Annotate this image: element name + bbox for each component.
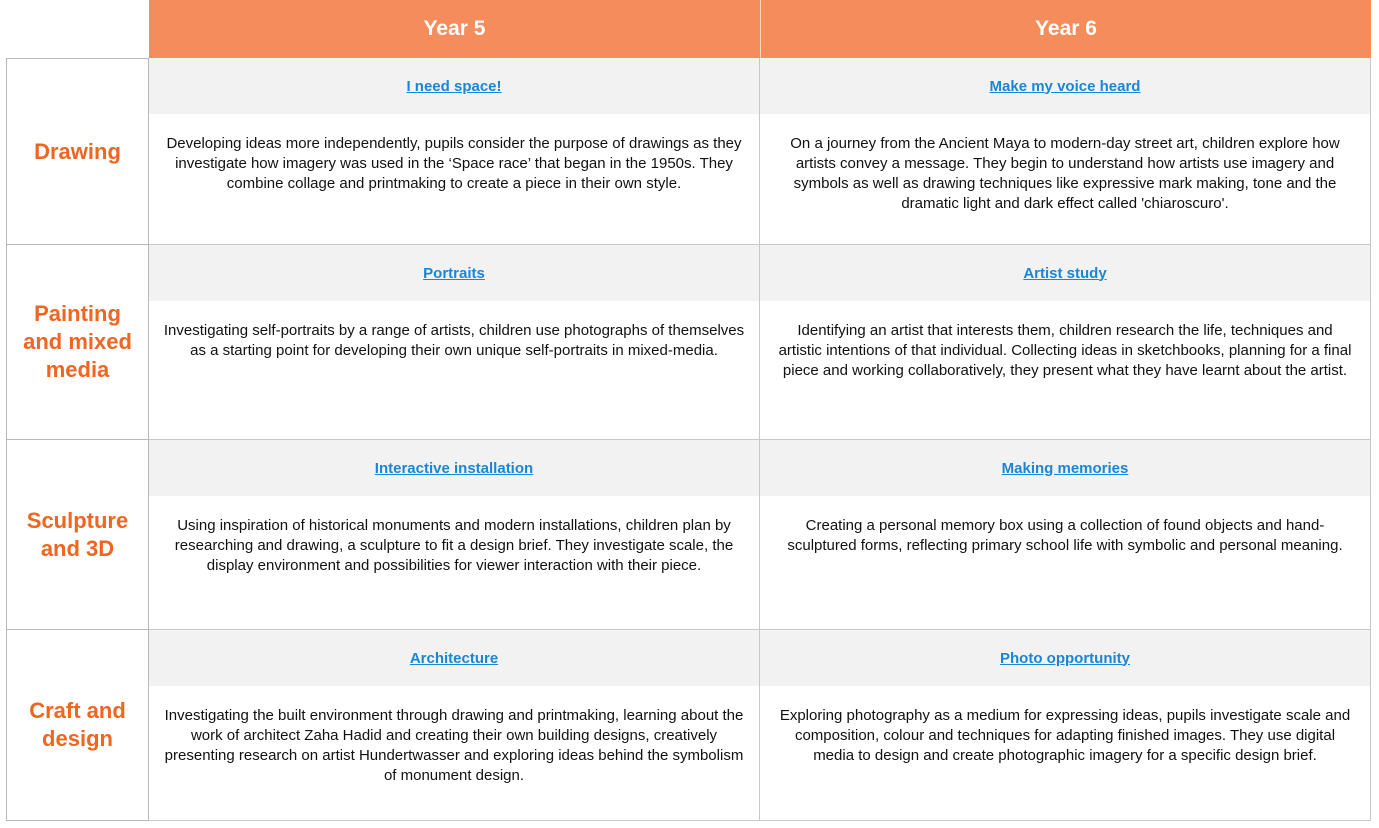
unit-link[interactable]: I need space! xyxy=(406,77,502,95)
curriculum-table xyxy=(6,0,1371,821)
unit-link[interactable]: Photo opportunity xyxy=(1000,649,1130,667)
unit-title-band xyxy=(760,245,1370,301)
unit-cell xyxy=(760,440,1371,630)
unit-cell xyxy=(760,245,1371,440)
unit-link[interactable]: Make my voice heard xyxy=(989,77,1141,95)
unit-title-band xyxy=(149,58,759,114)
subject-craft: Craft and design xyxy=(6,630,149,821)
unit-description: Investigating self-portraits by a range of artists, children use photographs of themselves as a starting point for developing their own unique self-portraits in mixed-media. xyxy=(163,322,745,359)
unit-cell xyxy=(149,630,760,821)
unit-title-band xyxy=(149,245,759,301)
unit-description: On a journey from the Ancient Maya to modern-day street art, children explore how artists convey a message. They begin to understand how artists use imagery and symbols as well as drawing techniques like expressive mark making, tone and the dramatic light and dark effect called 'chiaroscuro'. xyxy=(790,135,1340,212)
unit-link[interactable]: Artist study xyxy=(1023,264,1107,282)
year-5-header: Year 5 xyxy=(149,0,760,58)
unit-link[interactable]: Interactive installation xyxy=(374,459,534,477)
unit-title-band xyxy=(760,630,1370,686)
subject-drawing: Drawing xyxy=(6,58,149,245)
year-6-header: Year 6 xyxy=(760,0,1371,58)
unit-description: Exploring photography as a medium for expressing ideas, pupils investigate scale and composition, colour and techniques for adapting finished images. They use digital media to design and create photographic imagery for a specific design brief. xyxy=(779,707,1351,764)
unit-cell xyxy=(149,245,760,440)
unit-link[interactable]: Architecture xyxy=(409,649,499,667)
unit-title-band xyxy=(149,440,759,496)
unit-link[interactable]: Portraits xyxy=(423,264,485,282)
unit-description: Developing ideas more independently, pupils consider the purpose of drawings as they investigate how imagery was used in the ‘Space race’ that began in the 1950s. They combine collage and printmaking to create a piece in their own style. xyxy=(166,135,742,192)
table-corner xyxy=(6,0,149,58)
unit-cell xyxy=(149,58,760,245)
unit-description: Identifying an artist that interests them, children research the life, techniques and artistic intentions of that individual. Collecting ideas in sketchbooks, planning for a final piece and working collaboratively, they present what they have learnt about the artist. xyxy=(778,322,1352,379)
unit-cell xyxy=(760,58,1371,245)
unit-cell xyxy=(149,440,760,630)
unit-link[interactable]: Making memories xyxy=(1001,459,1129,477)
subject-sculpture: Sculpture and 3D xyxy=(6,440,149,630)
subject-painting: Painting and mixed media xyxy=(6,245,149,440)
unit-cell xyxy=(760,630,1371,821)
unit-description: Creating a personal memory box using a collection of found objects and hand-sculptured forms, reflecting primary school life with symbolic and personal meaning. xyxy=(787,517,1343,554)
unit-description: Investigating the built environment through drawing and printmaking, learning about the work of architect Zaha Hadid and creating their own building designs, creatively presenting research on artist Hundertwasser and exploring ideas behind the symbolism of monument design. xyxy=(164,707,744,784)
unit-description: Using inspiration of historical monuments and modern installations, children plan by researching and drawing, a sculpture to fit a design brief. They investigate scale, the display environment and possibilities for viewer interaction with their piece. xyxy=(174,517,734,574)
unit-title-band xyxy=(760,58,1370,114)
unit-title-band xyxy=(149,630,759,686)
unit-title-band xyxy=(760,440,1370,496)
